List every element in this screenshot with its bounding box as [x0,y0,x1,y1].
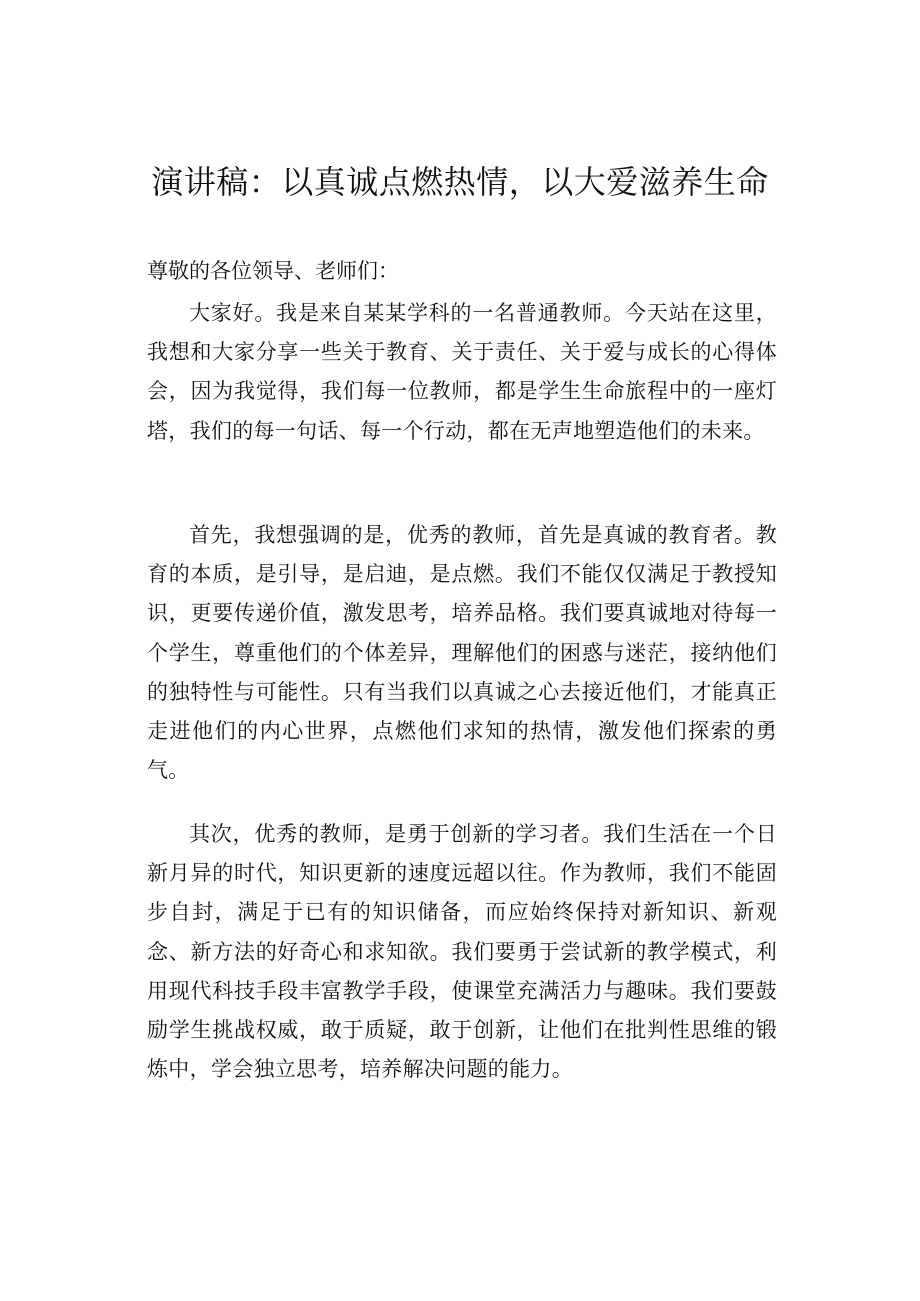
paragraph-innovation: 其次，优秀的教师，是勇于创新的学习者。我们生活在一个日新月异的时代，知识更新的速度远超以往。作为教师，我们不能固步自封，满足于已有的知识储备，而应始终保持对新知识、新观念、新方法的好奇心和求知欲。我们要勇于尝试新的教学模式，利用现代科技手段丰富教学手段，使课堂充满活力与趣味。我们要鼓励学生挑战权威，敢于质疑，敢于创新，让他们在批判性思维的锻炼中，学会独立思考，培养解决问题的能力。 [147,822,777,1082]
document-title: 演讲稿：以真诚点燃热情，以大爱滋养生命 [151,163,769,201]
paragraph-greeting: 大家好。我是来自某某学科的一名普通教师。今天站在这里，我想和大家分享一些关于教育、关于责任、关于爱与成长的心得体会，因为我觉得，我们每一位教师，都是学生生命旅程中的一座灯塔，我们的每一句话、每一个行动，都在无声地塑造他们的未来。 [147,301,777,443]
paragraph-sincerity: 首先，我想强调的是，优秀的教师，首先是真诚的教育者。教育的本质，是引导，是启迪，是点燃。我们不能仅仅满足于教授知识，更要传递价值，激发思考，培养品格。我们要真诚地对待每一个学生，尊重他们的个体差异，理解他们的困惑与迷茫，接纳他们的独特性与可能性。只有当我们以真诚之心去接近他们，才能真正走进他们的内心世界，点燃他们求知的热情，激发他们探索的勇气。 [147,523,777,783]
salutation: 尊敬的各位领导、老师们： [147,259,399,283]
